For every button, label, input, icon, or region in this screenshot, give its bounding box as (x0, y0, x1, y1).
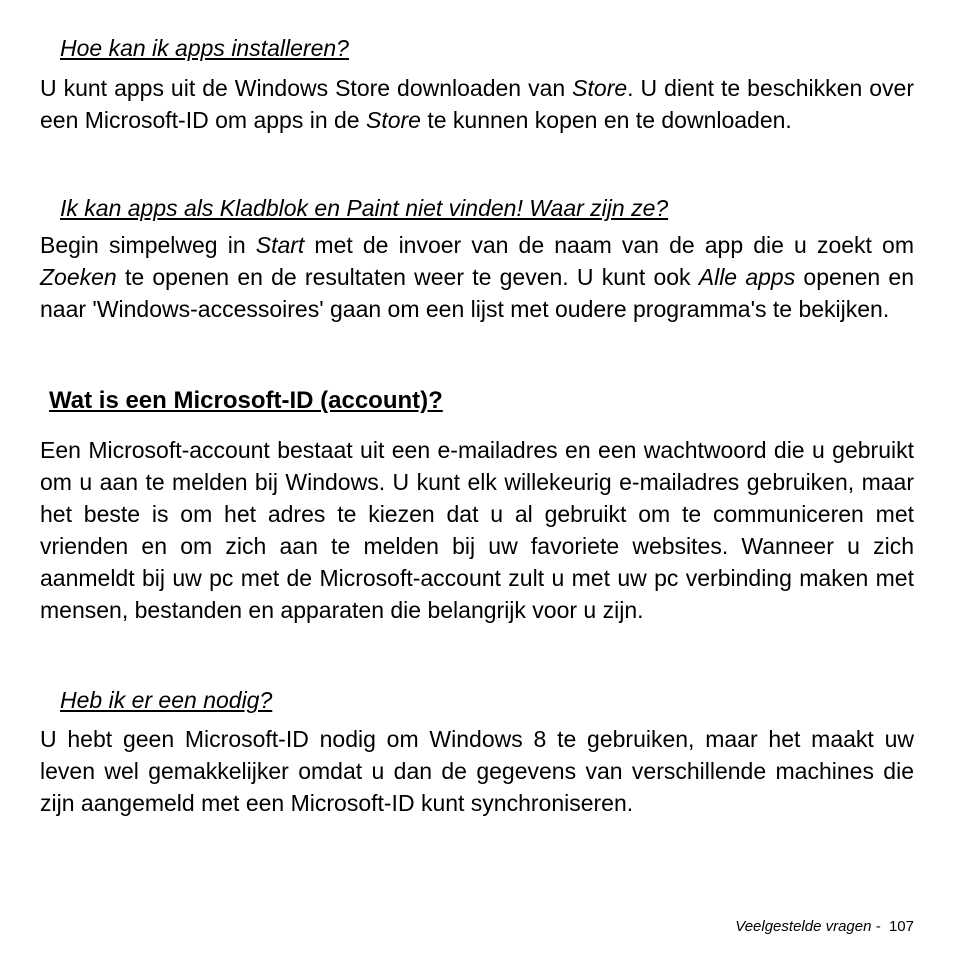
italic-term: Zoeken (40, 264, 117, 290)
text-run: . U dient te beschikken over een Microsoft-ID om apps in de (40, 75, 914, 133)
paragraph-microsoft-id (40, 434, 914, 626)
text-run: met de invoer van de naam van de app die u zoekt om (304, 232, 914, 258)
italic-term: Store (572, 75, 628, 101)
section-heading-microsoft-id: Wat is een Microsoft-ID (account)? (49, 387, 443, 414)
italic-term: Store (365, 107, 421, 133)
text-run: openen en naar 'Windows-accessoires' gaan om een lijst met oudere programma's te bekijken. (40, 264, 914, 322)
text-run: U kunt apps uit de Windows Store downloaden van (40, 75, 573, 101)
subheading-need-one: Heb ik er een nodig? (60, 687, 273, 713)
subheading-install-apps: Hoe kan ik apps installeren? (60, 35, 349, 61)
italic-term: Start (255, 232, 305, 258)
text-run: te kunnen kopen en te downloaden. (420, 107, 792, 133)
text-run: te openen en de resultaten weer te geven. U kunt ook (116, 264, 699, 290)
paragraph-install-apps (40, 72, 914, 136)
text-run: U hebt geen Microsoft-ID nodig om Windows 8 te gebruiken, maar het maakt uw leven wel gemakkelijker omdat u dan de gegevens van verschillende machines die zijn aangemeld met een Microsoft-ID kunt synchroniseren. (40, 726, 914, 816)
footer-label: Veelgestelde vragen - (735, 918, 881, 935)
subheading-find-apps: Ik kan apps als Kladblok en Paint niet vinden! Waar zijn ze? (60, 195, 669, 221)
text-run: Begin simpelweg in (40, 232, 256, 258)
paragraph-need-one (40, 723, 914, 819)
page-footer (735, 918, 914, 936)
paragraph-find-apps (40, 229, 914, 325)
italic-term: Alle apps (698, 264, 796, 290)
text-run: Een Microsoft-account bestaat uit een e-mailadres en een wachtwoord die u gebruikt om u aan te melden bij Windows. U kunt elk willekeurig e-mailadres gebruiken, maar het beste is om het adres te kiezen dat u al gebruikt om te communiceren met vrienden en om zich aan te melden bij uw favoriete websites. Wanneer u zich aanmeldt bij uw pc met de Microsoft-account zult u met uw pc verbinding maken met mensen, bestanden en apparaten die belangrijk voor u zijn. (40, 437, 914, 623)
page-number: 107 (888, 918, 914, 935)
